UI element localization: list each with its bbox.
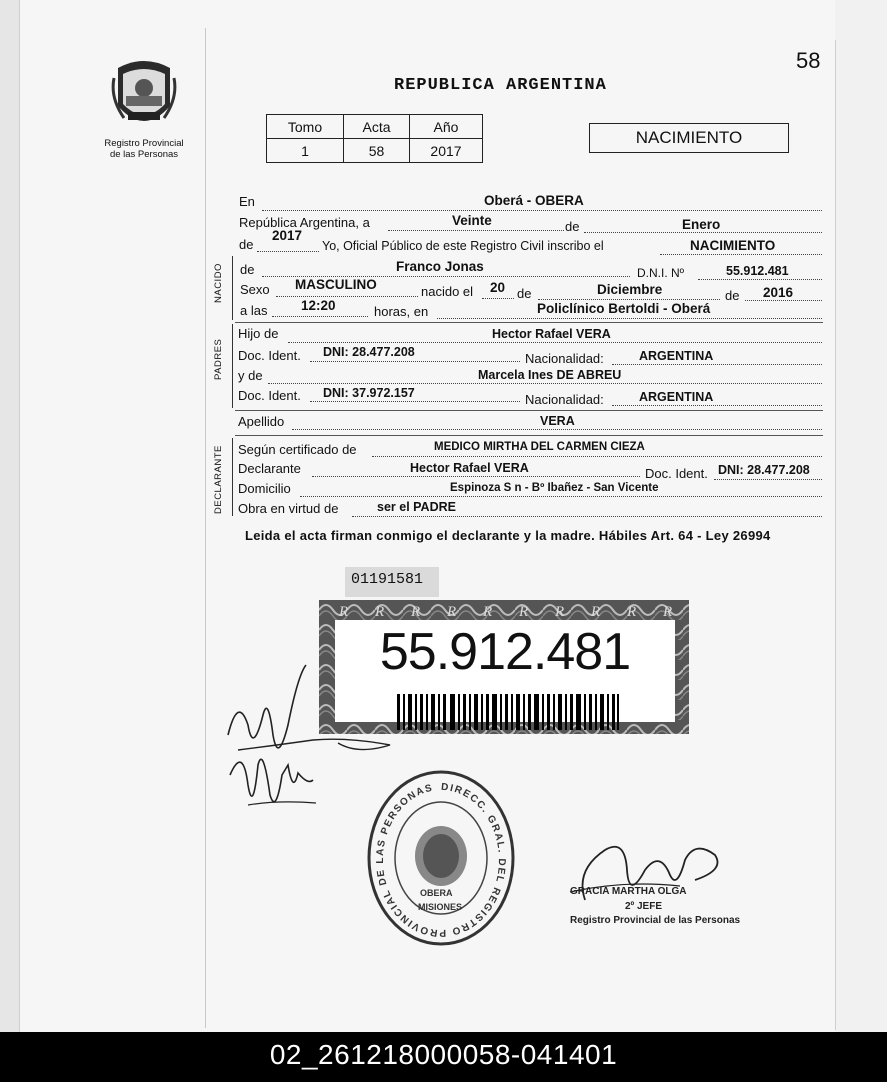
- act-value: NACIMIENTO: [690, 238, 776, 253]
- label-nacionalidad-2: Nacionalidad:: [525, 392, 604, 407]
- dotted-line: [714, 479, 822, 480]
- year-value: 2017: [272, 228, 303, 243]
- label-doc-ident-1: Doc. Ident.: [238, 348, 301, 363]
- svg-text:R: R: [663, 604, 673, 620]
- side-label-padres: PADRES: [213, 338, 224, 380]
- certificate-value: MEDICO MIRTHA DEL CARMEN CIEZA: [434, 441, 645, 453]
- seal-inner-bottom: MISIONES: [418, 902, 463, 912]
- father-value: Hector Rafael VERA: [492, 327, 611, 341]
- label-de-year: de: [239, 237, 254, 252]
- dotted-line: [538, 299, 720, 300]
- label-a-las: a las: [240, 303, 268, 318]
- section-divider: [235, 435, 823, 436]
- official-office: Registro Provincial de las Personas: [570, 915, 741, 926]
- dotted-line: [745, 300, 822, 301]
- anio-header: Año: [410, 115, 483, 139]
- label-de-b1: de: [517, 286, 532, 301]
- dotted-line: [482, 298, 514, 299]
- section-bar-padres: [232, 324, 233, 408]
- dotted-line: [437, 318, 822, 319]
- place-value: Oberá - OBERA: [484, 193, 584, 208]
- label-dni: D.N.I. Nº: [637, 266, 685, 280]
- svg-text:R: R: [411, 604, 421, 620]
- label-domicilio: Domicilio: [238, 481, 291, 496]
- dotted-line: [300, 496, 822, 497]
- svg-text:R: R: [555, 604, 565, 620]
- mother-doc-value: DNI: 37.972.157: [323, 386, 415, 400]
- dotted-line: [352, 516, 822, 517]
- logo-caption-1: Registro Provincial: [104, 138, 184, 149]
- footer-code: 02_261218000058-041401: [0, 1032, 887, 1082]
- dotted-line: [388, 230, 564, 231]
- hospital-value: Policlínico Bertoldi - Oberá: [537, 301, 711, 316]
- seal-inner-top: OBERA: [420, 888, 453, 898]
- label-obra: Obra en virtud de: [238, 501, 339, 516]
- declarant-doc-value: DNI: 28.477.208: [718, 463, 810, 477]
- tomo-header: Tomo: [267, 115, 344, 139]
- tomo-value: 1: [267, 139, 344, 163]
- side-label-nacido: NACIDO: [213, 263, 224, 303]
- official-name: GRACIA MARTHA OLGA: [570, 886, 687, 897]
- address-value: Espinoza S n - Bº Ibañez - San Vicente: [450, 482, 659, 494]
- mother-nat-value: ARGENTINA: [639, 390, 714, 404]
- acta-header: Acta: [344, 115, 410, 139]
- dotted-line: [698, 279, 822, 280]
- name-value: Franco Jonas: [396, 259, 484, 274]
- section-bar-nacido: [232, 256, 233, 320]
- label-doc-ident-2: Doc. Ident.: [238, 388, 301, 403]
- month-value: Enero: [682, 217, 721, 232]
- right-edge-line: [835, 40, 836, 1030]
- dotted-line: [612, 405, 822, 406]
- registry-table: [266, 114, 483, 163]
- dotted-line: [262, 210, 822, 211]
- logo-caption-2: de las Personas: [109, 149, 179, 160]
- svg-text:R: R: [519, 604, 529, 620]
- fold-line: [205, 28, 206, 1028]
- label-segun: Según certificado de: [238, 442, 357, 457]
- father-nat-value: ARGENTINA: [639, 349, 714, 363]
- label-de-month: de: [565, 219, 580, 234]
- dni-value: 55.912.481: [726, 264, 789, 278]
- birth-month-value: Diciembre: [597, 282, 663, 297]
- page-number: 58: [796, 48, 821, 73]
- document-type-box: NACIMIENTO: [589, 123, 789, 153]
- dotted-line: [292, 429, 822, 430]
- birth-day-value: 20: [490, 280, 506, 295]
- sticker-number: 55.912.481: [379, 623, 631, 681]
- declarant-value: Hector Rafael VERA: [410, 461, 529, 475]
- sex-value: MASCULINO: [295, 277, 377, 292]
- time-value: 12:20: [301, 298, 336, 313]
- dotted-line: [276, 296, 418, 297]
- svg-text:R: R: [483, 604, 493, 620]
- dotted-line: [372, 456, 822, 457]
- registry-seal-icon: [366, 768, 516, 948]
- label-nacido: nacido el: [421, 284, 474, 299]
- registry-logo: [104, 58, 184, 160]
- dotted-line: [312, 476, 640, 477]
- svg-text:R: R: [591, 604, 601, 620]
- mother-value: Marcela Ines DE ABREU: [478, 368, 622, 382]
- label-doc-ident-3: Doc. Ident.: [645, 466, 708, 481]
- label-nacionalidad-1: Nacionalidad:: [525, 351, 604, 366]
- dotted-line: [310, 401, 520, 402]
- anio-value: 2017: [410, 139, 483, 163]
- dotted-line: [660, 254, 822, 255]
- side-label-declarante: DECLARANTE: [213, 445, 224, 514]
- paper-edge: [0, 0, 20, 1032]
- official-role: 2º JEFE: [625, 901, 663, 912]
- serial-number: 01191581: [345, 567, 439, 597]
- dotted-line: [268, 383, 822, 384]
- dotted-line: [257, 251, 319, 252]
- label-oficial: Yo, Oficial Público de este Registro Civil inscribo el: [322, 239, 604, 253]
- father-doc-value: DNI: 28.477.208: [323, 345, 415, 359]
- acta-value: 58: [344, 139, 410, 163]
- label-republica: República Argentina, a: [239, 215, 370, 230]
- section-divider: [235, 322, 823, 323]
- label-apellido: Apellido: [238, 414, 285, 429]
- svg-text:R: R: [627, 604, 637, 620]
- label-declarante: Declarante: [238, 461, 301, 476]
- dotted-line: [288, 342, 822, 343]
- barcode: [397, 694, 619, 730]
- capacity-value: ser el PADRE: [377, 500, 456, 514]
- label-de-name: de: [240, 262, 255, 277]
- dotted-line: [310, 361, 520, 362]
- signature-right: [565, 830, 745, 910]
- label-y-de: y de: [238, 368, 263, 383]
- svg-text:R: R: [339, 604, 349, 620]
- dotted-line: [584, 232, 822, 233]
- document-title: REPUBLICA ARGENTINA: [394, 76, 607, 95]
- label-hijo: Hijo de: [238, 326, 279, 341]
- day-words-value: Veinte: [452, 213, 492, 228]
- label-horas: horas, en: [374, 304, 429, 319]
- svg-text:R: R: [375, 604, 385, 620]
- label-en: En: [239, 194, 255, 209]
- coat-of-arms-icon: [110, 58, 178, 134]
- birth-year-value: 2016: [763, 285, 794, 300]
- section-bar-declarante: [232, 438, 233, 516]
- surname-value: VERA: [540, 414, 575, 428]
- dotted-line: [272, 316, 368, 317]
- closing-statement: Leida el acta firman conmigo el declarante y la madre. Hábiles Art. 64 - Ley 26994: [245, 528, 771, 543]
- seal-ring-text: DIRECC. GRAL. DEL REGISTRO PROVINCIAL DE LAS PERSONAS: [374, 781, 508, 939]
- svg-text:R: R: [447, 604, 457, 620]
- label-de-b2: de: [725, 288, 740, 303]
- label-sexo: Sexo: [240, 282, 270, 297]
- section-divider: [235, 410, 823, 411]
- dotted-line: [612, 364, 822, 365]
